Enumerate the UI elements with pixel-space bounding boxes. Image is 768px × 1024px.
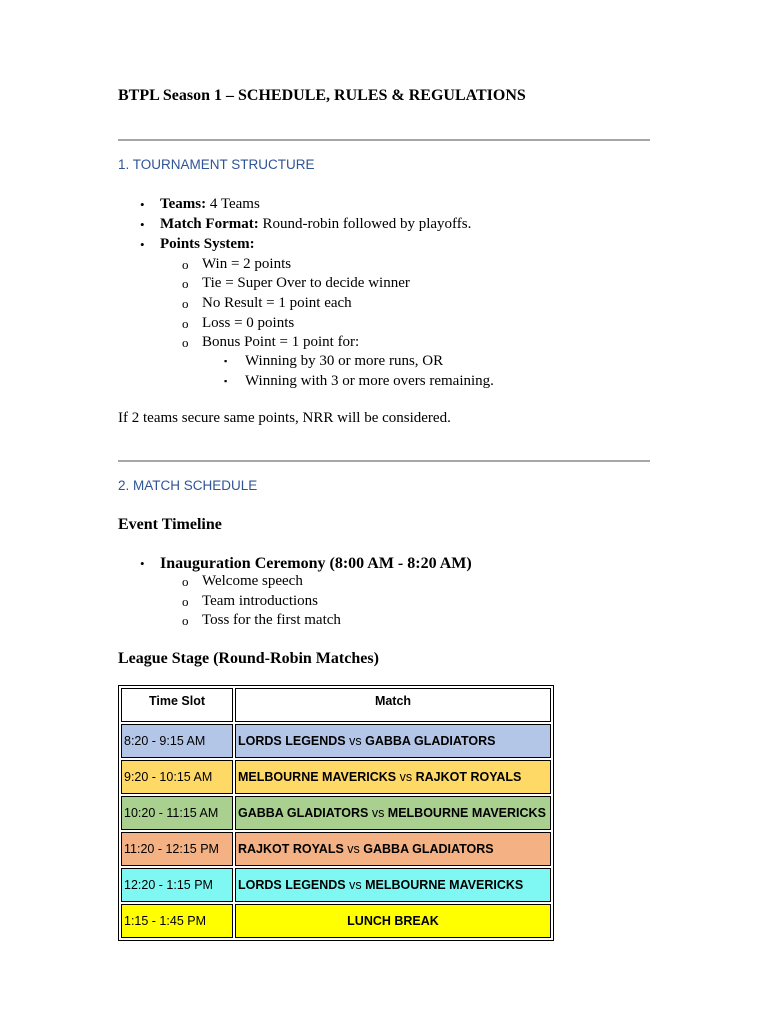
table-row: [121, 760, 551, 794]
square-bullet-icon: ▪: [224, 376, 228, 386]
time-slot-cell: 10:20 - 11:15 AM: [121, 796, 233, 830]
bonus-item: Winning by 30 or more runs, OR: [245, 353, 444, 369]
teams-item: [160, 195, 260, 214]
time-slot-cell: 12:20 - 1:15 PM: [121, 868, 233, 902]
match-cell: [235, 832, 551, 866]
bonus-item: Winning with 3 or more overs remaining.: [245, 373, 494, 389]
vs-label: vs: [349, 878, 362, 892]
league-stage-heading: League Stage (Round-Robin Matches): [118, 650, 379, 667]
nrr-note: If 2 teams secure same points, NRR will be considered.: [118, 410, 451, 426]
lunch-row: [121, 904, 551, 938]
header-time-slot: Time Slot: [121, 688, 233, 722]
match-format-item: [160, 215, 471, 234]
team-home: GABBA GLADIATORS: [238, 806, 369, 820]
bullet-icon: •: [140, 197, 145, 212]
inauguration-item: Inauguration Ceremony (8:00 AM - 8:20 AM): [160, 555, 472, 572]
points-item: No Result = 1 point each: [202, 295, 352, 311]
table-row: [121, 724, 551, 758]
lunch-break-cell: LUNCH BREAK: [235, 904, 551, 938]
match-cell: [235, 868, 551, 902]
team-home: LORDS LEGENDS: [238, 734, 346, 748]
points-item: Bonus Point = 1 point for:: [202, 334, 360, 350]
section-heading-tournament-structure: 1. TOURNAMENT STRUCTURE: [118, 157, 315, 172]
circle-bullet-icon: o: [182, 257, 189, 272]
table-row: [121, 796, 551, 830]
points-system-item: [160, 235, 255, 254]
section-heading-match-schedule: 2. MATCH SCHEDULE: [118, 478, 258, 493]
circle-bullet-icon: o: [182, 594, 189, 609]
schedule-table: [118, 685, 554, 941]
format-label: Match Format:: [160, 216, 259, 232]
event-timeline-heading: Event Timeline: [118, 516, 222, 533]
vs-label: vs: [399, 770, 413, 784]
time-slot-cell: 1:15 - 1:45 PM: [121, 904, 233, 938]
circle-bullet-icon: o: [182, 335, 189, 350]
points-item: Loss = 0 points: [202, 315, 295, 331]
inauguration-subitem: Welcome speech: [202, 573, 303, 589]
format-value: Round-robin followed by playoffs.: [258, 216, 472, 232]
teams-label: Teams:: [160, 196, 207, 212]
match-cell: [235, 760, 551, 794]
document-title: BTPL Season 1 – SCHEDULE, RULES & REGULATIONS: [118, 87, 526, 104]
time-slot-cell: 8:20 - 9:15 AM: [121, 724, 233, 758]
vs-label: vs: [371, 806, 385, 820]
bullet-icon: •: [140, 237, 145, 252]
team-home: RAJKOT ROYALS: [238, 842, 344, 856]
team-home: MELBOURNE MAVERICKS: [238, 770, 397, 784]
points-item: Tie = Super Over to decide winner: [202, 275, 410, 291]
inauguration-subitem: Toss for the first match: [202, 612, 341, 628]
team-away: GABBA GLADIATORS: [365, 734, 496, 748]
circle-bullet-icon: o: [182, 613, 189, 628]
vs-label: vs: [349, 734, 362, 748]
team-away: RAJKOT ROYALS: [415, 770, 522, 784]
circle-bullet-icon: o: [182, 276, 189, 291]
table-row: [121, 832, 551, 866]
team-away: MELBOURNE MAVERICKS: [365, 878, 524, 892]
section-divider: [118, 139, 650, 141]
team-away: MELBOURNE MAVERICKS: [387, 806, 546, 820]
match-cell: [235, 724, 551, 758]
points-item: Win = 2 points: [202, 256, 292, 272]
bullet-icon: •: [140, 217, 145, 232]
time-slot-cell: 11:20 - 12:15 PM: [121, 832, 233, 866]
section-divider: [118, 460, 650, 462]
square-bullet-icon: ▪: [224, 356, 228, 366]
circle-bullet-icon: o: [182, 574, 189, 589]
circle-bullet-icon: o: [182, 316, 189, 331]
header-match: Match: [235, 688, 551, 722]
team-home: LORDS LEGENDS: [238, 878, 346, 892]
match-cell: [235, 796, 551, 830]
teams-value: 4 Teams: [206, 196, 260, 212]
time-slot-cell: 9:20 - 10:15 AM: [121, 760, 233, 794]
schedule-body: [121, 724, 551, 938]
vs-label: vs: [347, 842, 360, 856]
team-away: GABBA GLADIATORS: [363, 842, 494, 856]
inauguration-subitem: Team introductions: [202, 593, 319, 609]
points-label: Points System:: [160, 236, 255, 252]
table-header-row: [121, 688, 551, 722]
circle-bullet-icon: o: [182, 296, 189, 311]
table-row: [121, 868, 551, 902]
bullet-icon: •: [140, 556, 145, 571]
